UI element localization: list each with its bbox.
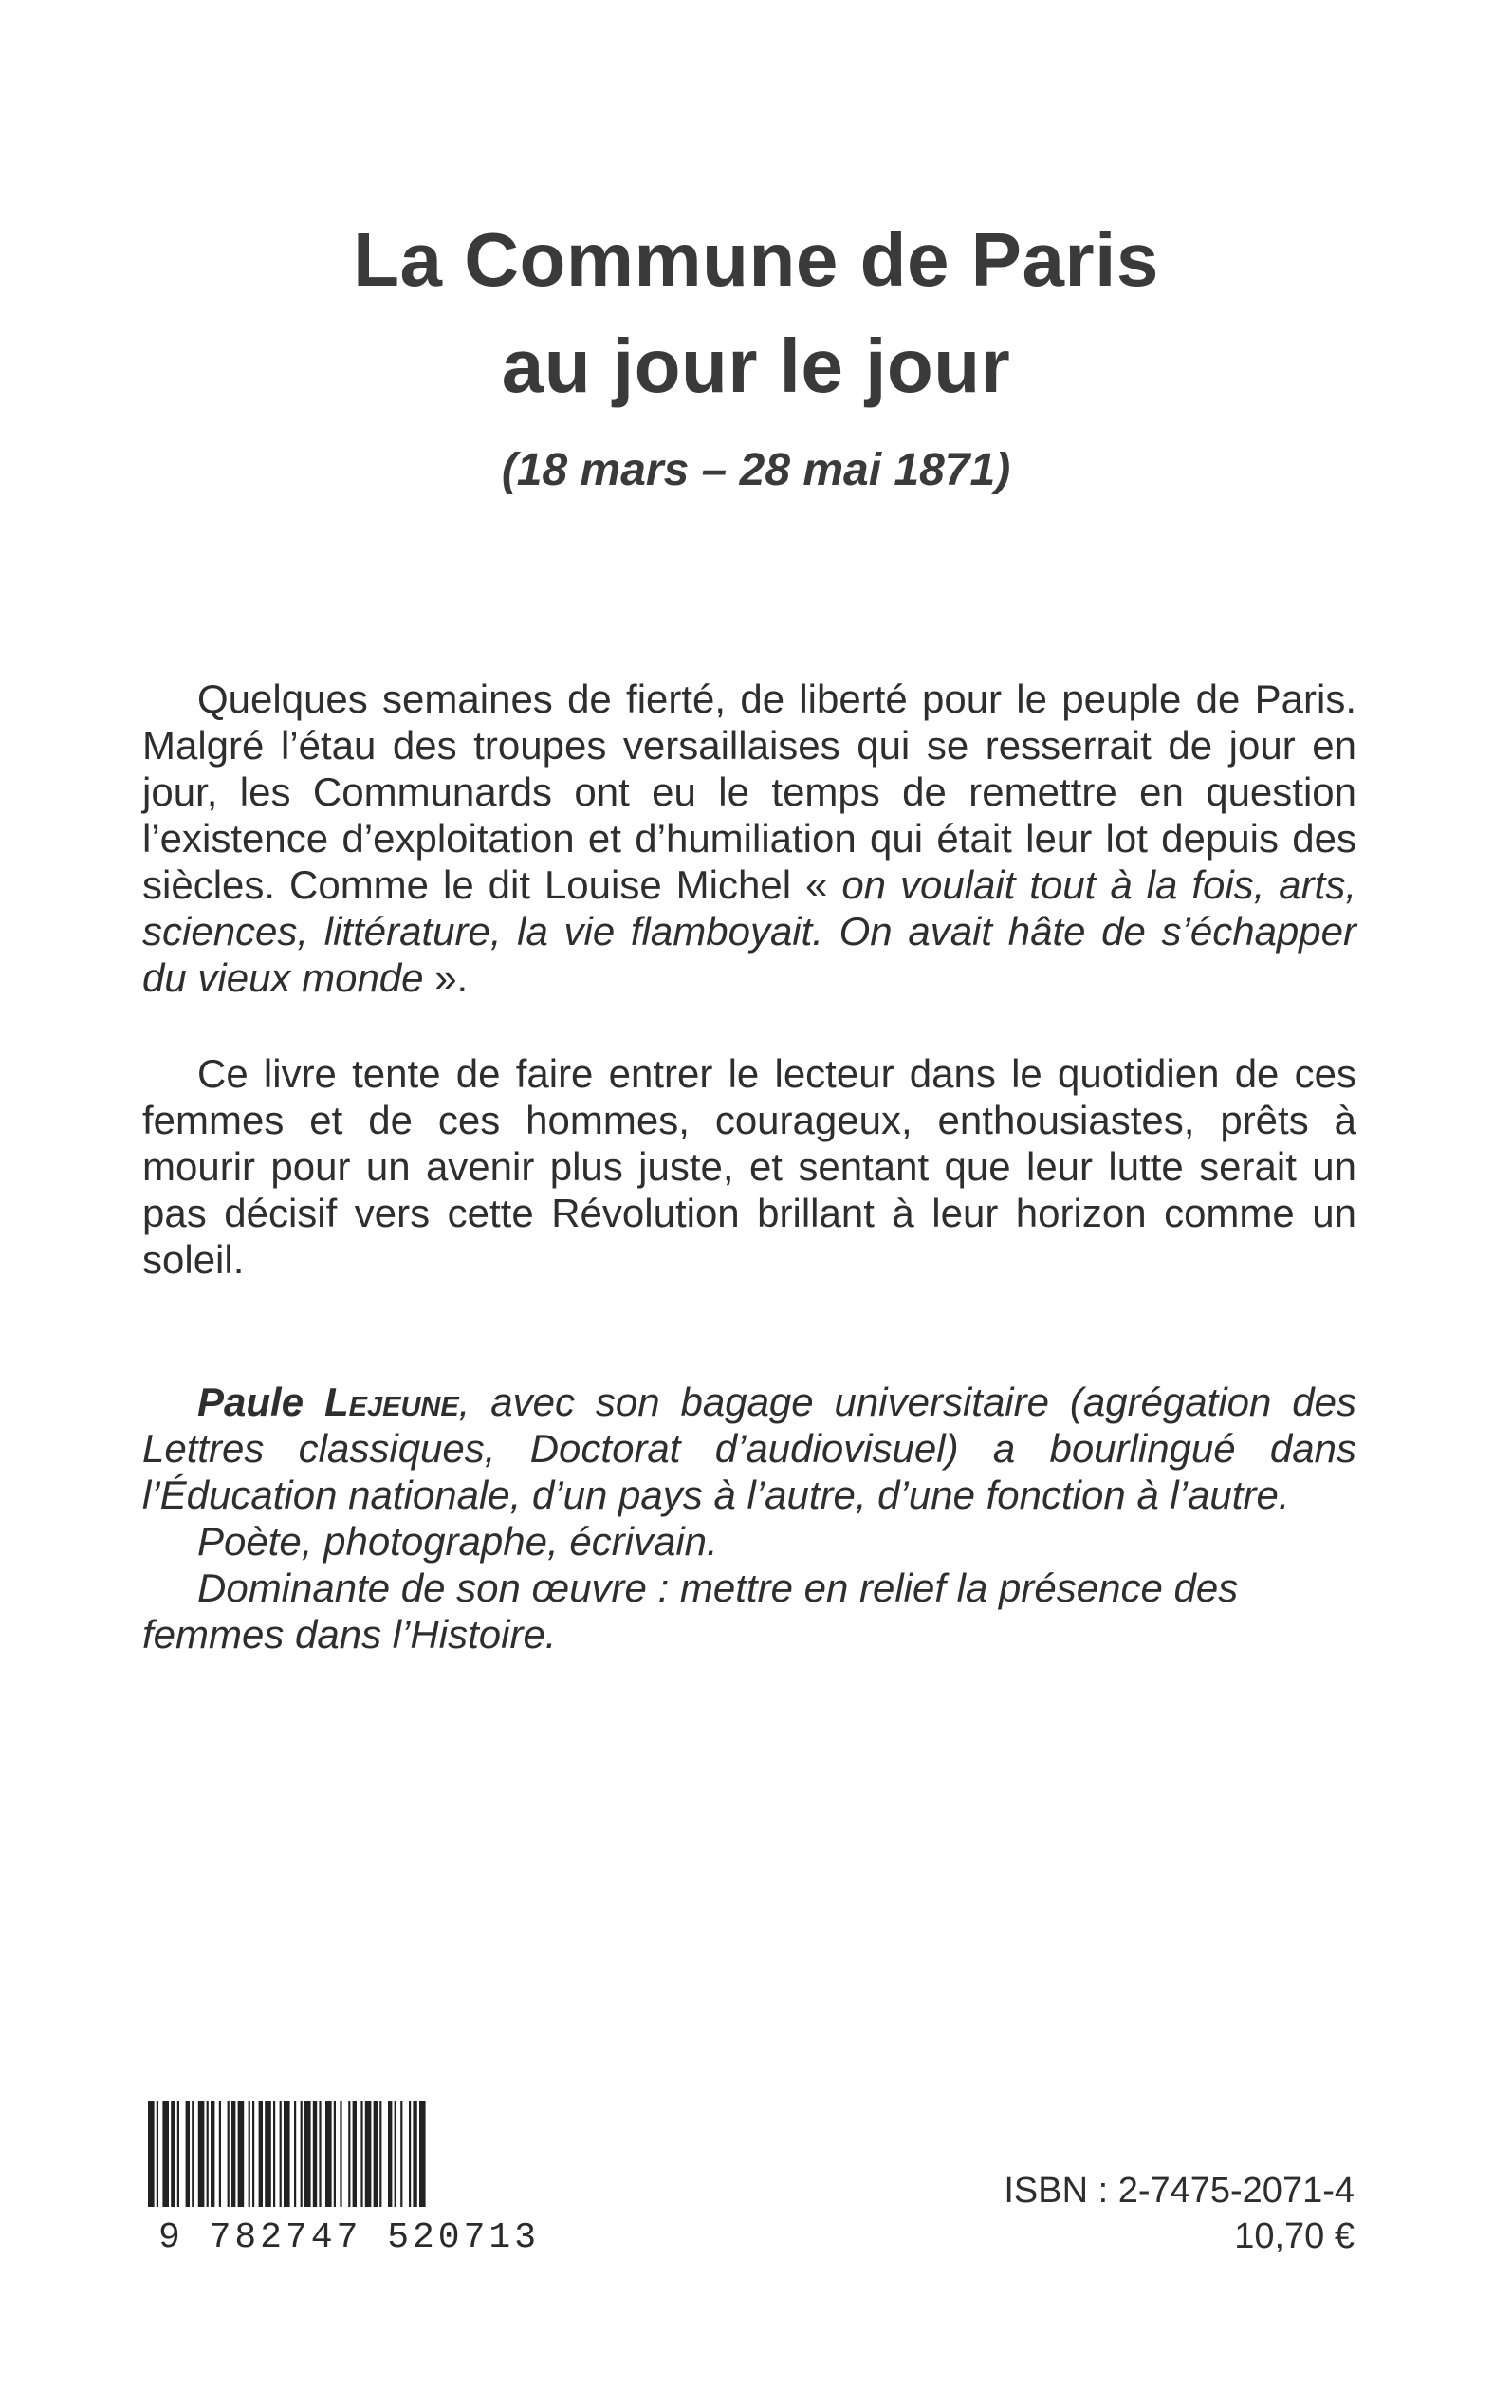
isbn-number: ISBN : 2-7475-2071-4 — [1004, 2171, 1355, 2211]
author-roles: Poète, photographe, écrivain. — [197, 1519, 718, 1564]
description-paragraph-2 — [142, 1050, 1356, 1283]
barcode-bar — [301, 2101, 303, 2207]
barcode-digits: 9 782747 520713 — [157, 2217, 541, 2251]
barcode-bar — [409, 2101, 411, 2207]
barcode-bar — [304, 2101, 311, 2207]
barcode-bar — [219, 2101, 221, 2207]
barcode-bar — [374, 2101, 378, 2207]
barcode-bar — [348, 2101, 350, 2207]
price: 10,70 € — [1234, 2216, 1355, 2256]
barcode-bar — [265, 2101, 271, 2207]
barcode-bar — [294, 2101, 296, 2207]
barcode-bar — [148, 2101, 155, 2207]
isbn-block — [1004, 2168, 1355, 2259]
barcode-bar — [171, 2101, 175, 2207]
barcode-bar — [238, 2101, 245, 2207]
book-subtitle: (18 mars – 28 mai 1871) — [501, 445, 1011, 495]
p1-end: ». — [423, 955, 469, 1000]
barcode-bar — [340, 2101, 341, 2207]
barcode-bar — [259, 2101, 263, 2207]
barcode-bar — [211, 2101, 214, 2207]
barcode-bar — [252, 2101, 254, 2207]
title-line-2: au jour le jour — [501, 324, 1011, 408]
book-title — [0, 207, 1512, 419]
description-paragraph-1 — [142, 676, 1356, 1001]
barcode-bar — [400, 2101, 402, 2207]
p2-text: Ce livre tente de faire entrer le lecteur dans le quotidien de ces femmes et de ces hommes, courageux, enthousiastes, prêts à mourir pour un avenir plus juste, et sentant que leur lutte serait un pas décisif vers cette Révolution brillant à leur horizon comme un soleil. — [142, 1051, 1356, 1282]
barcode-bar — [360, 2101, 362, 2207]
barcode-bar — [313, 2101, 317, 2207]
author-theme: Dominante de son œuvre : mettre en relief la présence des femmes dans l’Histoire. — [142, 1565, 1239, 1657]
barcode-bar — [157, 2101, 158, 2207]
author-bio — [142, 1379, 1356, 1658]
title-line-1: La Commune de Paris — [353, 217, 1159, 302]
barcode-bar — [192, 2101, 194, 2207]
barcode-bar — [319, 2101, 321, 2207]
author-bio-text: , avec son bagage universitaire (agrégation des Lettres classiques, Doctorat d’audiovisuel) a bourlingué dans l’Éducation nationale, d’un pays à l’autre, d’une fonction à l’autre. — [142, 1380, 1356, 1517]
author-name — [197, 1380, 459, 1424]
barcode-bar — [284, 2101, 290, 2207]
barcode-bar — [413, 2101, 416, 2207]
p1-text: Quelques semaines de fierté, de liberté pour le peuple de Paris. Malgré l’étau des troupes versaillaises qui se resserrait de jour en jour, les Communards ont eu le temps de remettre en question l’existence d’exploitation et d’humiliation qui était leur lot depuis des siècles. Comme le dit Louise Michel « — [142, 676, 1356, 907]
barcode-bar — [231, 2101, 235, 2207]
barcode-bar — [273, 2101, 275, 2207]
barcode-bar — [186, 2101, 190, 2207]
barcode — [140, 2099, 558, 2251]
barcode-bar — [379, 2101, 381, 2207]
barcode-bar — [228, 2101, 230, 2207]
barcode-bar — [177, 2101, 179, 2207]
author-last-name: Lejeune — [323, 1380, 459, 1424]
louise-michel-quote: on voulait tout à la fois, arts, sciences, littérature, la vie flamboyait. On avait hâte de s’échapper du vieux monde — [142, 862, 1356, 1000]
barcode-bar — [365, 2101, 372, 2207]
barcode-bar — [388, 2101, 392, 2207]
barcode-bar — [207, 2101, 209, 2207]
barcode-bar — [395, 2101, 396, 2207]
barcode-bar — [353, 2101, 357, 2207]
author-first-name: Paule — [197, 1380, 304, 1424]
barcode-bar — [249, 2101, 250, 2207]
barcode-bar — [280, 2101, 282, 2207]
barcode-bar — [162, 2101, 169, 2207]
barcode-bars — [148, 2101, 426, 2207]
barcode-bar — [198, 2101, 205, 2207]
barcode-bar — [419, 2101, 426, 2207]
barcode-bar — [334, 2101, 336, 2207]
barcode-bar — [325, 2101, 332, 2207]
